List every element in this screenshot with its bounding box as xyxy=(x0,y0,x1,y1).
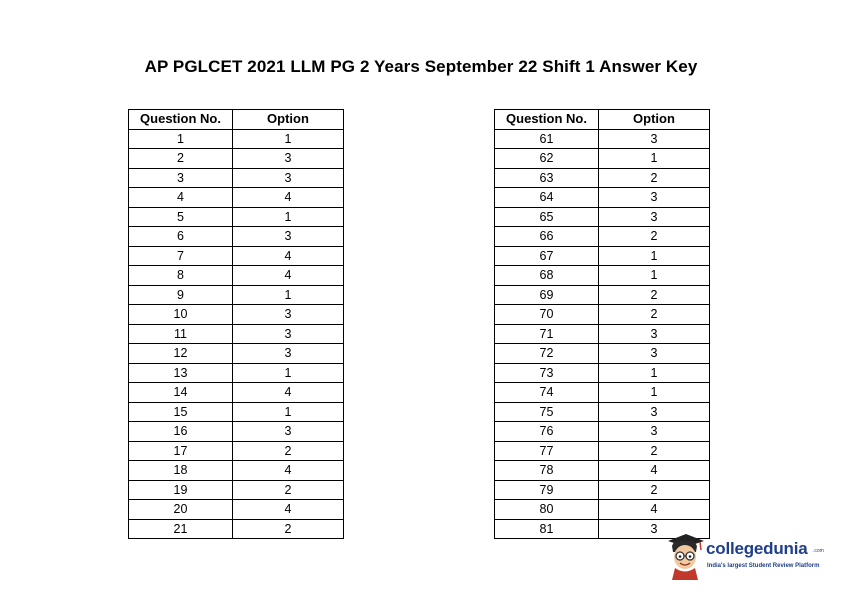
option-cell: 2 xyxy=(233,480,344,500)
question-number-cell: 69 xyxy=(495,285,599,305)
table-row xyxy=(129,402,344,422)
question-number-cell: 67 xyxy=(495,246,599,266)
question-number-cell: 76 xyxy=(495,422,599,442)
logo-tagline: India's largest Student Review Platform xyxy=(707,563,820,569)
question-number-cell: 77 xyxy=(495,441,599,461)
option-cell: 3 xyxy=(233,168,344,188)
option-cell: 1 xyxy=(233,129,344,149)
question-number-cell: 4 xyxy=(129,188,233,208)
option-cell: 4 xyxy=(233,461,344,481)
option-cell: 4 xyxy=(233,188,344,208)
option-cell: 3 xyxy=(599,402,710,422)
question-number-cell: 62 xyxy=(495,149,599,169)
question-number-cell: 10 xyxy=(129,305,233,325)
table-row xyxy=(495,246,710,266)
table-row xyxy=(129,168,344,188)
option-cell: 2 xyxy=(233,441,344,461)
option-cell: 4 xyxy=(233,246,344,266)
column-header-question: Question No. xyxy=(129,110,233,130)
option-cell: 1 xyxy=(599,246,710,266)
table-row xyxy=(495,207,710,227)
question-number-cell: 9 xyxy=(129,285,233,305)
question-number-cell: 61 xyxy=(495,129,599,149)
option-cell: 4 xyxy=(233,500,344,520)
table-row xyxy=(129,207,344,227)
question-number-cell: 75 xyxy=(495,402,599,422)
page-title: AP PGLCET 2021 LLM PG 2 Years September 22 Shift 1 Answer Key xyxy=(144,57,698,76)
table-row xyxy=(129,461,344,481)
table-row xyxy=(129,324,344,344)
table-row xyxy=(129,441,344,461)
column-header-question: Question No. xyxy=(495,110,599,130)
table-row xyxy=(495,461,710,481)
option-cell: 1 xyxy=(599,266,710,286)
table-row xyxy=(495,441,710,461)
table-row xyxy=(129,129,344,149)
question-number-cell: 79 xyxy=(495,480,599,500)
table-row xyxy=(495,129,710,149)
option-cell: 2 xyxy=(233,519,344,539)
table-row xyxy=(129,480,344,500)
table-row xyxy=(129,383,344,403)
option-cell: 4 xyxy=(233,266,344,286)
question-number-cell: 78 xyxy=(495,461,599,481)
question-number-cell: 2 xyxy=(129,149,233,169)
answer-key-table-right xyxy=(494,109,710,539)
question-number-cell: 14 xyxy=(129,383,233,403)
option-cell: 3 xyxy=(599,422,710,442)
option-cell: 3 xyxy=(599,344,710,364)
table-row xyxy=(129,422,344,442)
option-cell: 2 xyxy=(599,227,710,247)
table-row xyxy=(495,422,710,442)
option-cell: 3 xyxy=(233,422,344,442)
question-number-cell: 20 xyxy=(129,500,233,520)
question-number-cell: 19 xyxy=(129,480,233,500)
table-row xyxy=(495,480,710,500)
question-number-cell: 8 xyxy=(129,266,233,286)
option-cell: 3 xyxy=(233,324,344,344)
question-number-cell: 12 xyxy=(129,344,233,364)
table-row xyxy=(129,344,344,364)
option-cell: 4 xyxy=(233,383,344,403)
table-row xyxy=(129,285,344,305)
option-cell: 3 xyxy=(599,129,710,149)
question-number-cell: 15 xyxy=(129,402,233,422)
table-row xyxy=(129,519,344,539)
question-number-cell: 17 xyxy=(129,441,233,461)
table-row xyxy=(129,363,344,383)
table-row xyxy=(495,168,710,188)
collegedunia-logo xyxy=(664,530,834,580)
table-row xyxy=(129,227,344,247)
option-cell: 4 xyxy=(599,500,710,520)
answer-key-table-left xyxy=(128,109,344,539)
table-row xyxy=(495,324,710,344)
question-number-cell: 63 xyxy=(495,168,599,188)
question-number-cell: 71 xyxy=(495,324,599,344)
question-number-cell: 1 xyxy=(129,129,233,149)
option-cell: 3 xyxy=(599,188,710,208)
option-cell: 1 xyxy=(599,363,710,383)
table-row xyxy=(129,246,344,266)
option-cell: 2 xyxy=(599,285,710,305)
table-body xyxy=(495,129,710,539)
option-cell: 1 xyxy=(233,285,344,305)
logo-brand-suffix: .com xyxy=(813,548,824,554)
option-cell: 1 xyxy=(599,149,710,169)
table-row xyxy=(495,149,710,169)
table-row xyxy=(495,383,710,403)
option-cell: 2 xyxy=(599,441,710,461)
option-cell: 2 xyxy=(599,305,710,325)
option-cell: 3 xyxy=(599,324,710,344)
question-number-cell: 18 xyxy=(129,461,233,481)
question-number-cell: 66 xyxy=(495,227,599,247)
question-number-cell: 3 xyxy=(129,168,233,188)
logo-brand-text: collegedunia xyxy=(706,539,808,558)
student-mascot-icon xyxy=(664,530,706,580)
question-number-cell: 68 xyxy=(495,266,599,286)
option-cell: 3 xyxy=(599,519,710,539)
table-row xyxy=(129,266,344,286)
question-number-cell: 74 xyxy=(495,383,599,403)
table-row xyxy=(129,500,344,520)
question-number-cell: 6 xyxy=(129,227,233,247)
table-row xyxy=(495,227,710,247)
question-number-cell: 5 xyxy=(129,207,233,227)
table-row xyxy=(495,188,710,208)
question-number-cell: 11 xyxy=(129,324,233,344)
option-cell: 3 xyxy=(233,227,344,247)
question-number-cell: 72 xyxy=(495,344,599,364)
column-header-option: Option xyxy=(599,110,710,130)
table-row xyxy=(495,344,710,364)
table-row xyxy=(495,363,710,383)
question-number-cell: 80 xyxy=(495,500,599,520)
option-cell: 1 xyxy=(599,383,710,403)
option-cell: 3 xyxy=(233,344,344,364)
option-cell: 3 xyxy=(233,149,344,169)
question-number-cell: 81 xyxy=(495,519,599,539)
table-row xyxy=(495,402,710,422)
table-row xyxy=(495,285,710,305)
table-row xyxy=(129,188,344,208)
option-cell: 1 xyxy=(233,402,344,422)
question-number-cell: 21 xyxy=(129,519,233,539)
table-row xyxy=(495,305,710,325)
question-number-cell: 65 xyxy=(495,207,599,227)
option-cell: 2 xyxy=(599,168,710,188)
table-header-row xyxy=(129,110,344,130)
question-number-cell: 16 xyxy=(129,422,233,442)
option-cell: 4 xyxy=(599,461,710,481)
option-cell: 1 xyxy=(233,207,344,227)
option-cell: 3 xyxy=(599,207,710,227)
table-header-row xyxy=(495,110,710,130)
table-row xyxy=(495,500,710,520)
question-number-cell: 73 xyxy=(495,363,599,383)
question-number-cell: 13 xyxy=(129,363,233,383)
option-cell: 3 xyxy=(233,305,344,325)
table-row xyxy=(129,149,344,169)
option-cell: 2 xyxy=(599,480,710,500)
table-row xyxy=(129,305,344,325)
question-number-cell: 7 xyxy=(129,246,233,266)
table-row xyxy=(495,266,710,286)
option-cell: 1 xyxy=(233,363,344,383)
table-body xyxy=(129,129,344,539)
question-number-cell: 70 xyxy=(495,305,599,325)
question-number-cell: 64 xyxy=(495,188,599,208)
column-header-option: Option xyxy=(233,110,344,130)
